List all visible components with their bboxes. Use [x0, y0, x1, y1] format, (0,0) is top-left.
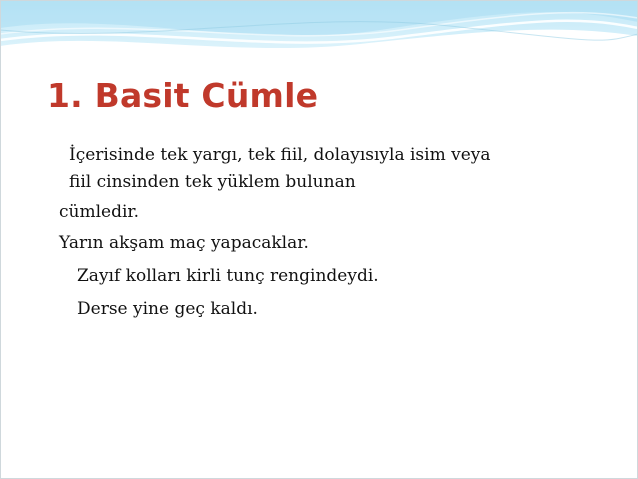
- body-line-2: fiil cinsinden tek yüklem bulunan: [69, 172, 356, 192]
- example-sentence-2: Zayıf kolları kirli tunç rengindeydi.: [77, 266, 379, 286]
- header-wave-band: [0, 0, 638, 58]
- body-line-1: İçerisinde tek yargı, tek fiil, dolayısıyla isim veya: [69, 145, 491, 165]
- example-sentence-3: Derse yine geç kaldı.: [77, 299, 258, 319]
- wave-decoration: [0, 0, 638, 58]
- example-sentence-1: Yarın akşam maç yapacaklar.: [59, 233, 309, 253]
- body-line-3: cümledir.: [59, 202, 140, 222]
- slide-title: 1. Basit Cümle: [47, 76, 319, 115]
